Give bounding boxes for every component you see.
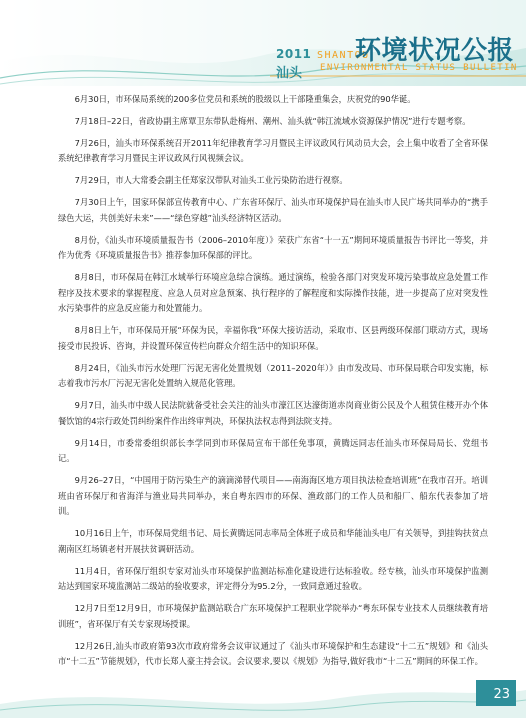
paragraph: 8月24日，《汕头市污水处理厂污泥无害化处置规划（2011–2020年）》由市发改局、市环保局联合印发实施，标志着我市污水厂污泥无害化处置纳入规范化管理。	[58, 362, 488, 389]
paragraph: 8月份，《汕头市环境质量报告书（2006–2010年度）》荣获广东省“十一五”期间环境质量报告书评比一等奖，并作为优秀《环境质量报告书》推荐参加环保部的评比。	[58, 234, 488, 261]
paragraph: 8月8日上午，市环保局开展“环保为民，幸福你我”环保大接访活动，采取市、区县两级环保部门联动方式，现场接受市民投诉、咨询，并设置环保宣传栏向群众介绍生活中的知识环保。	[58, 325, 488, 351]
paragraph: 9月14日，市委常委组织部长李学同到市环保局宣布干部任免事项，黄腾远同志任汕头市环保局局长、党组书记。	[58, 437, 488, 464]
paragraph: 11月4日，省环保厅组织专家对汕头市环境保护监测站标准化建设进行达标验收。经专核，汕头市环境保护监测站达到国家环境监测站二级站的验收要求，评定得分为95.2分，一致同意通过验收。	[58, 565, 488, 592]
english-title-top: SHANTOU	[317, 50, 370, 61]
report-title: 环境状况公报	[355, 36, 515, 66]
paragraph: 12月26日,汕头市政府第93次市政府常务会议审议通过了《汕头市环境保护和生态建设“十二五”规划》和《汕头市“十二五”节能规划》，代市长郑人豪主持会议。会议要求,要以《规划》为指导,做好我市“十二五”期间的环保工作。	[58, 640, 488, 667]
page-header	[0, 0, 526, 86]
paragraph: 7月29日，市人大常委会副主任郑家汉带队对汕头工业污染防治进行视察。	[74, 175, 348, 186]
english-title-bottom: ENVIRONMENTAL STATUS BULLETIN	[320, 63, 518, 73]
paragraph: 8月8日，市环保局在韩江水域举行环境应急综合演练。通过演练，检验各部门对突发环境污染事故应急处置工作程序及技术要求的掌握程度、应急人员对应急预案、执行程序的了解程度和实际操作技能，进一步提高了应对突发性水污染事件的应急反应能力和处置能力。	[58, 272, 488, 314]
page-number: 23	[493, 687, 510, 702]
paragraph: 12月7日至12月9日，市环境保护监测站联合广东环境保护工程职业学院举办“粤东环保专业技术人员继续教育培训班”，省环保厅有关专家现场授课。	[58, 603, 488, 629]
paragraph: 10月16日上午，市环保局党组书记、局长黄腾远同志率局全体班子成员和华能汕头电厂有关领导，到挂钩扶贫点潮南区红场镇老村开展扶贫调研活动。	[58, 528, 488, 554]
document-body	[58, 92, 488, 676]
paragraph: 9月7日，汕头市中级人民法院就备受社会关注的汕头市濠江区达濠街道赤岗商业街公民及个人租赁住楼开办个体餐饮馆的4宗行政处罚纠纷案件作出终审判决，环保执法权志得到法院支持。	[58, 400, 488, 426]
report-city: 汕头	[276, 66, 303, 81]
footer-wave-graphic	[0, 664, 526, 718]
paragraph: 9月26–27日，“中国用于防污染生产的滴滴涕替代项目——南海海区地方项目执法检查培训班”在我市召开。培训班由省环保厅和省海洋与渔业局共同举办，来自粤东四市的环保、渔政部门的工作人员和船厂、船东代表参加了培训。	[58, 475, 488, 517]
paragraph: 7月30日上午，国家环保部宣传教育中心、广东省环保厅、汕头市环境保护局在汕头市人民广场共同举办的“携手绿色大运，共创美好未来”——“绿色穿越”汕头经济特区活动。	[58, 197, 488, 223]
paragraph: 7月26日，汕头市环保系统召开2011年纪律教育学习月暨民主评议政风行风动员大会，会上集中收看了全省环保系统纪律教育学习月暨民主评议政风行风视频会议。	[58, 137, 488, 164]
paragraph: 7月18日–22日，省政协副主席覃卫东带队赴梅州、潮州、汕头就“韩江流域水资源保护情况”进行专题考察。	[74, 115, 471, 126]
paragraph: 6月30日，市环保局系统的200多位党员和系统的股级以上干部隆重集会，庆祝党的90华诞。	[74, 94, 416, 104]
report-year: 2011	[276, 47, 312, 61]
